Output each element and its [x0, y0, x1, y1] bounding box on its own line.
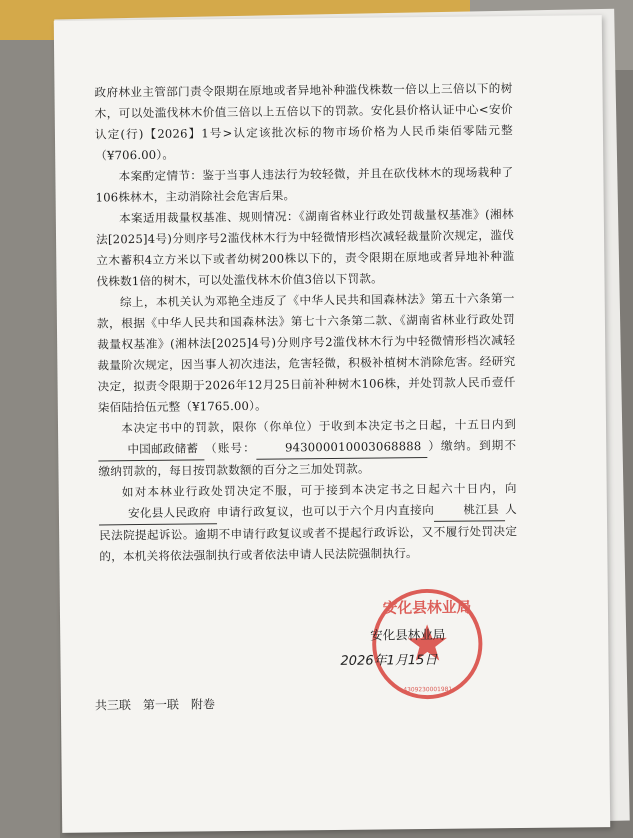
appeal-text-pre: 如对本林业行政处罚决定不服，可于接到本决定书之日起六十日内，向 — [121, 481, 517, 500]
document-page — [54, 15, 610, 833]
svg-text:4309230001981: 4309230001981 — [403, 686, 453, 694]
payment-text-pre: 本决定书中的罚款，限你（你单位）于收到本决定书之日起，十五日内到 — [121, 417, 517, 436]
payment-text-mid: （账号： — [204, 440, 256, 456]
svg-text:安化县林业局: 安化县林业局 — [382, 599, 472, 618]
appeal-court: 桃江县 — [434, 499, 505, 522]
payment-account: 943000010003068888 — [256, 436, 428, 460]
paragraph-circumstances: 本案酌定情节：鉴于当事人违法行为较轻微，并且在砍伐林木的现场栽种了106株林木，主动消除社会危害后果。 — [95, 165, 514, 205]
appeal-text-mid: 申请行政复议，也可以于六个月内直接向 — [216, 502, 435, 520]
issuer-name: 安化县林业局 — [370, 626, 446, 643]
paragraph-discretion-rules: 本案适用裁量权基准、规则情况：《湖南省林业行政处罚裁量权基准》(湘林法[2025]4号)分则序号2滥伐林木行为中轻微情形档次减轻裁量阶次规定，滥伐立木蓄积4立方米以下或者幼树200株以下的，责令限期在原地或者异地补种滥伐株数1倍的树木，可以处滥伐林木价值3倍以下罚款。 — [95, 207, 515, 289]
signature-block — [340, 625, 446, 669]
paragraph-conclusion: 综上，本机关认为邓艳全违反了《中华人民共和国森林法》第五十六条第一款，根据《中华人民共和国森林法》第七十六条第二款、《湖南省林业行政处罚裁量权基准》(湘林法[2025]4号)分则序号2滥伐林木行为中轻微情形档次减轻裁量阶次规定，因当事人初次违法，危害轻微，积极补植树木消除危害。经研究决定，拟责令限期于2026年12月25日前补种树木106株，并处罚款人民币壹仟柒佰陆拾伍元整（¥1765.00）。 — [96, 291, 516, 415]
paragraph-legal-basis: 政府林业主管部门责令限期在原地或者异地补种滥伐株数一倍以上三倍以下的树木，可以处滥伐林木价值三倍以上五倍以下的罚款。安化县价格认证中心<安价认定(行)【2026】1号>认定该批次标的物市场价格为人民币柒佰零陆元整（¥706.00）。 — [94, 81, 514, 163]
paragraph-appeal — [99, 478, 518, 567]
payment-bank: 中国邮政储蓄 — [98, 438, 204, 461]
desk-left — [0, 0, 60, 838]
page-footer: 共三联 第一联 附卷 — [94, 697, 216, 713]
appeal-text-post: 人民法院提起诉讼。逾期不申请行政复议或者不提起行政诉讼，又不履行处罚决定的，本机关将依法强制执行或者依法申请人民法院强制执行。 — [99, 502, 518, 564]
payment-text-post: ）缴纳。到期不缴纳罚款的，每日按罚款数额的百分之三加处罚款。 — [98, 438, 517, 479]
document-body — [94, 78, 517, 567]
paragraph-payment — [98, 414, 517, 482]
appeal-government: 安化县人民政府 — [99, 502, 217, 525]
issue-date: 2026年1月15日 — [340, 652, 438, 669]
